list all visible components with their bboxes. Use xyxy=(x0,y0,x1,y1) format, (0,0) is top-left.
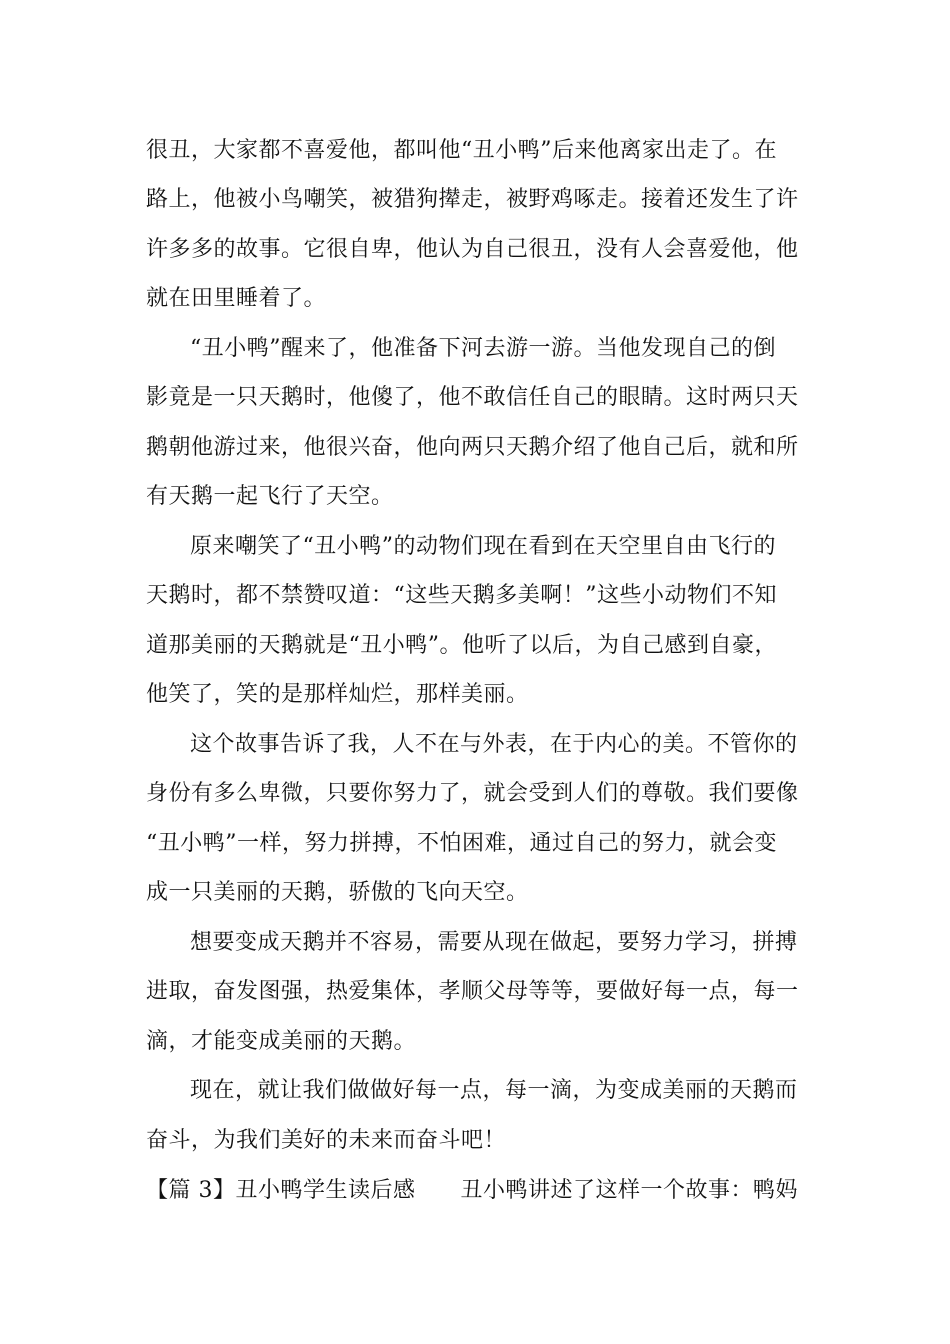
body-text-line: 想要变成天鹅并不容易，需要从现在做起，要努力学习，拼搏 xyxy=(190,930,798,955)
body-text-line: 原来嘲笑了“丑小鸭”的动物们现在看到在天空里自由飞行的 xyxy=(190,534,776,559)
body-text-line: 进取，奋发图强，热爱集体，孝顺父母等等，要做好每一点，每一 xyxy=(146,979,799,1004)
body-text-line: 滴，才能变成美丽的天鹅。 xyxy=(146,1029,417,1054)
body-text-line: 有天鹅一起飞行了天空。 xyxy=(146,484,394,509)
body-text-line: “丑小鸭”一样，努力拼搏，不怕困难，通过自己的努力，就会变 xyxy=(146,831,777,856)
body-text-line: 鹅朝他游过来，他很兴奋，他向两只天鹅介绍了他自己后，就和所 xyxy=(146,435,799,460)
body-text-line: 路上，他被小鸟嘲笑，被猎狗撵走，被野鸡啄走。接着还发生了许 xyxy=(146,187,799,212)
body-text-line: 他笑了，笑的是那样灿烂，那样美丽。 xyxy=(146,682,529,707)
body-text-line: 就在田里睡着了。 xyxy=(146,286,327,311)
body-text-line: 许多多的故事。它很自卑，他认为自己很丑，没有人会喜爱他，他 xyxy=(146,237,799,262)
body-text-line: 天鹅时，都不禁赞叹道：“这些天鹅多美啊！”这些小动物们不知 xyxy=(146,583,777,608)
body-text-line: 奋斗，为我们美好的未来而奋斗吧！ xyxy=(146,1128,507,1153)
body-text-line: 现在，就让我们做做好每一点，每一滴，为变成美丽的天鹅而 xyxy=(190,1078,798,1103)
body-text-line: 成一只美丽的天鹅，骄傲的飞向天空。 xyxy=(146,880,529,905)
body-text-line: 身份有多么卑微，只要你努力了，就会受到人们的尊敬。我们要像 xyxy=(146,781,799,806)
body-text-line: 很丑，大家都不喜爱他，都叫他“丑小鸭”后来他离家出走了。在 xyxy=(146,138,777,163)
body-text-line: 道那美丽的天鹅就是“丑小鸭”。他听了以后，为自己感到自豪， xyxy=(146,633,777,658)
body-text-line: 影竟是一只天鹅时，他傻了，他不敢信任自己的眼睛。这时两只天 xyxy=(146,385,799,410)
section-heading-line: 【篇 3】丑小鸭学生读后感 丑小鸭讲述了这样一个故事：鸭妈 xyxy=(146,1178,798,1203)
body-text-line: 这个故事告诉了我，人不在与外表，在于内心的美。不管你的 xyxy=(190,732,798,757)
body-text-line: “丑小鸭”醒来了，他准备下河去游一游。当他发现自己的倒 xyxy=(190,336,776,361)
